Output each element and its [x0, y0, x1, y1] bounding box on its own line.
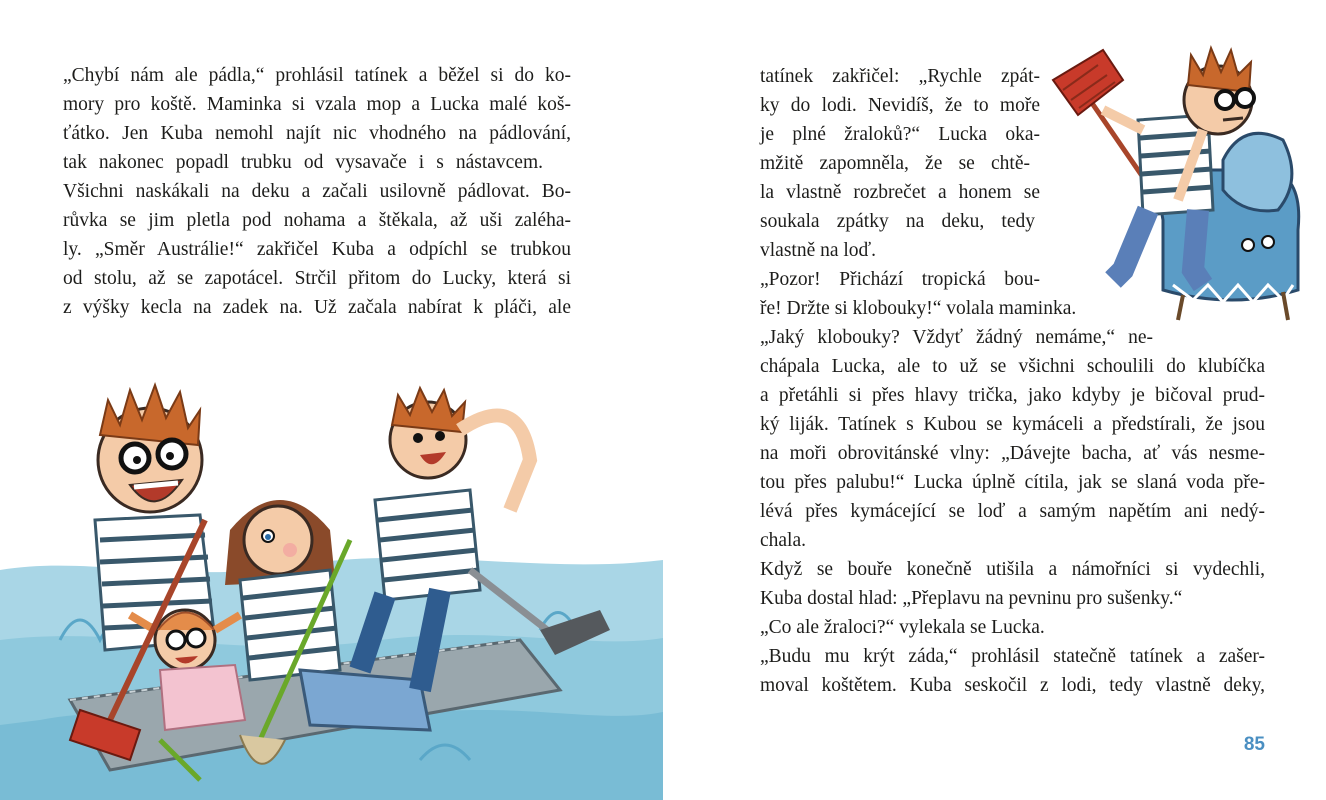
text-line: ťátko. Jen Kuba nemohl najít nic vhodného na pádlování, — [63, 123, 571, 144]
text-line: chápala Lucka, ale to už se všichni schoulili do klubíčka — [760, 356, 1265, 377]
text-line: mžitě zapomněla, že se chtě- — [760, 153, 1030, 174]
text-line: lévá přes kymácející se loď a samým napětím ani nedý- — [760, 501, 1265, 522]
text-line: mory pro koště. Maminka si vzala mop a Lucka malé koš- — [63, 94, 571, 115]
right-page — [663, 0, 1326, 800]
text-line: tou přes palubu!“ Lucka úplně cítila, jak se slaná voda pře- — [760, 472, 1265, 493]
text-line: tak nakonec popadl trubku od vysavače i s nástavcem. — [63, 152, 543, 173]
text-line: moval koštětem. Kuba seskočil z lodi, tedy vlastně deky, — [760, 675, 1265, 696]
family-boat-illustration — [0, 340, 663, 800]
text-line: „Budu mu krýt záda,“ prohlásil statečně tatínek a zašer- — [760, 646, 1265, 667]
text-line: růvka se jim pletla pod nohama a štěkala, až uši zaléha- — [63, 210, 571, 231]
text-line: „Jaký klobouky? Vždyť žádný nemáme,“ ne- — [760, 327, 1153, 348]
text-line: a přetáhli si přes hlavy trička, jako kdyby je bičoval prud- — [760, 385, 1265, 406]
text-line: Všichni naskákali na deku a začali usilovně pádlovat. Bo- — [63, 181, 571, 202]
text-line: vlastně na loď. — [760, 240, 877, 261]
text-line: z výšky kecla na zadek na. Už začala nabírat k pláči, ale — [63, 297, 571, 318]
text-line: ky do lodi. Nevidíš, že to moře — [760, 95, 1040, 116]
text-line: ly. „Směr Austrálie!“ zakřičel Kuba a odpíchl se trubkou — [63, 239, 571, 260]
text-line: „Pozor! Přichází tropická bou- — [760, 269, 1040, 290]
text-line: „Co ale žraloci?“ vylekala se Lucka. — [760, 617, 1045, 638]
dad-armchair-illustration — [1043, 20, 1313, 340]
text-line: ký liják. Tatínek s Kubou se kymáceli a předstírali, že jsou — [760, 414, 1265, 435]
text-line: chala. — [760, 530, 807, 551]
text-line: na moři obrovitánské vlny: „Dávejte bacha, ať vás nesme- — [760, 443, 1265, 464]
text-line: la vlastně rozbrečet a honem se — [760, 182, 1040, 203]
text-line: Kuba dostal hlad: „Přeplavu na pevninu pro sušenky.“ — [760, 588, 1183, 609]
text-line: soukala zpátky na deku, tedy — [760, 211, 1035, 232]
page-number: 85 — [1243, 734, 1265, 755]
text-line: od stolu, až se zapotácel. Strčil přitom do Lucky, která si — [63, 268, 571, 289]
text-line: je plné žraloků?“ Lucka oka- — [760, 124, 1040, 145]
text-line: „Chybí nám ale pádla,“ prohlásil tatínek a běžel si do ko- — [63, 65, 571, 86]
text-line: Když se bouře konečně utišila a námořníci si vydechli, — [760, 559, 1265, 580]
text-line: tatínek zakřičel: „Rychle zpát- — [760, 66, 1040, 87]
text-line: ře! Držte si klobouky!“ volala maminka. — [760, 298, 1077, 319]
